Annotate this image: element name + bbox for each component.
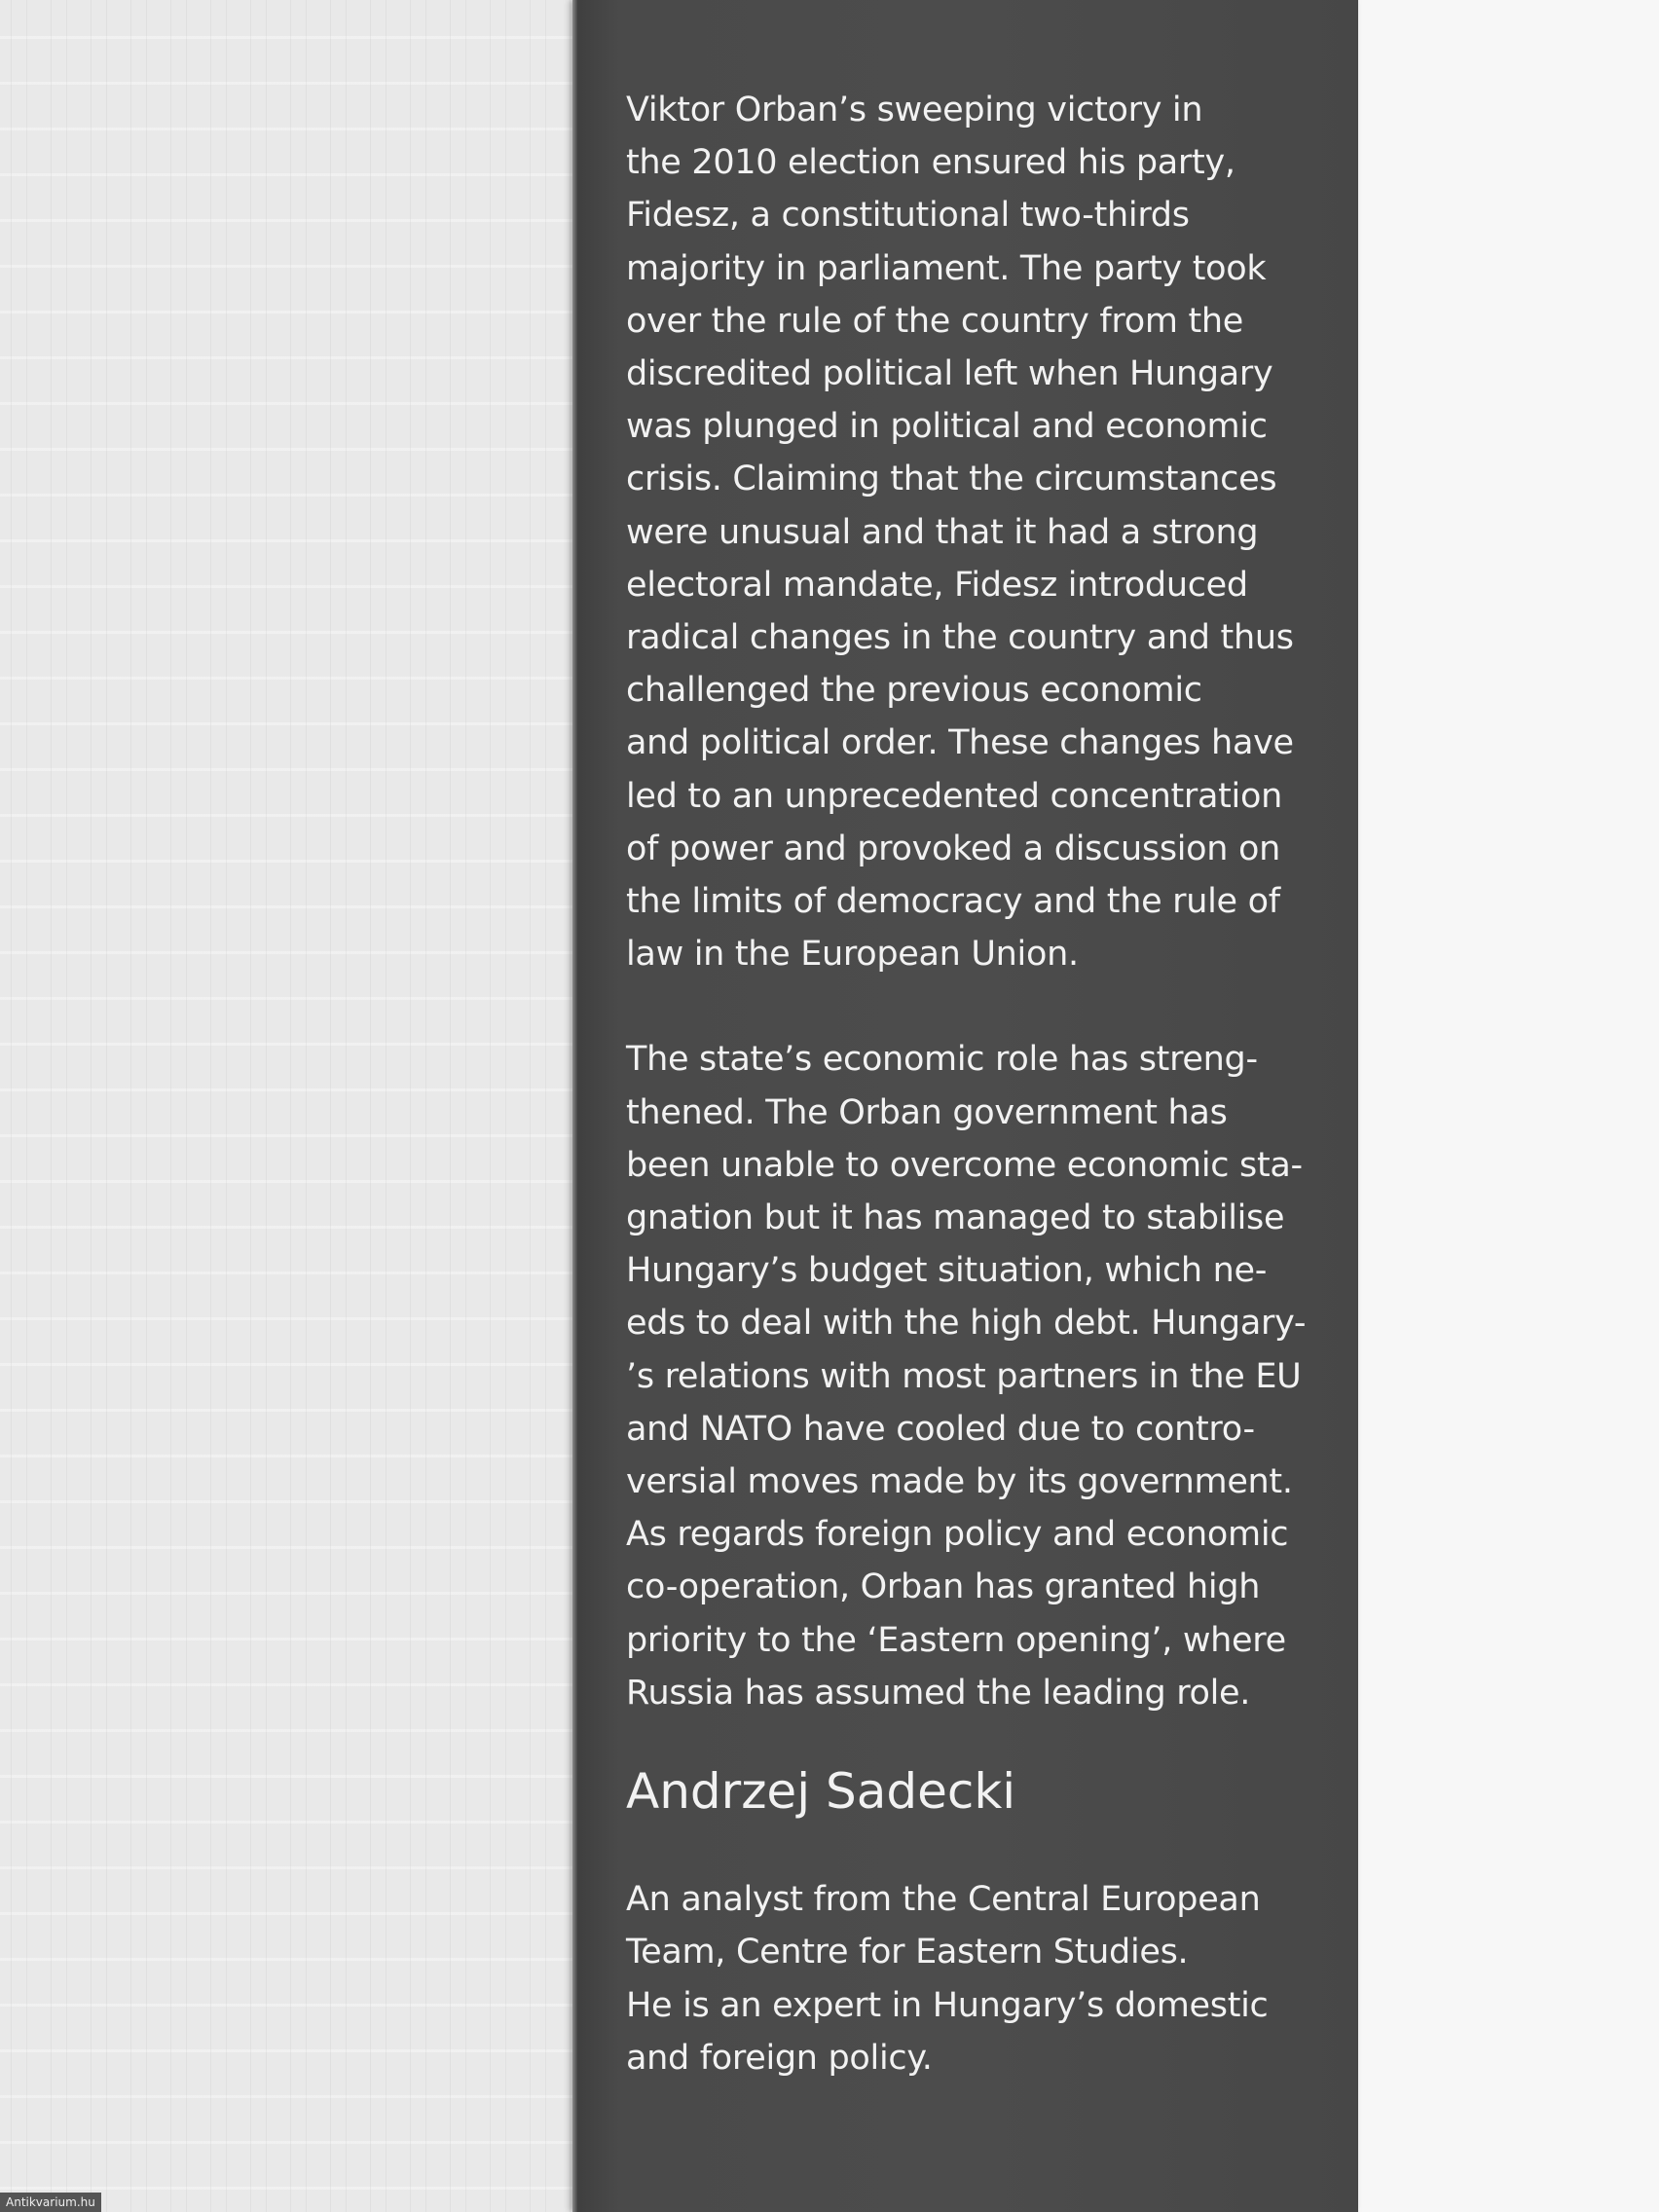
author-name: Andrzej Sadecki — [626, 1763, 1016, 1821]
paper-background — [1358, 0, 1659, 2212]
cover-spine-edge — [572, 0, 578, 2212]
wood-background — [0, 0, 572, 2212]
summary-paragraph-1: Viktor Orban’s sweeping victory in the 2010 election ensured his party, Fidesz, a constitutional two-thirds majority in parliament. The party took over the rule of the country from the discredited political left when Hungary was plunged in political and economic crisis. Claiming that the circumstances were unusual and that it had a strong electoral mandate, Fidesz introduced radical changes in the country and thus challenged the previous economic and political order. These changes have led to an unprecedented concentration of power and provoked a discussion on the limits of democracy and the rule of law in the European Union. — [626, 91, 1294, 975]
book-back-cover — [572, 0, 1358, 2212]
cover-text-block — [626, 84, 1327, 2084]
summary-paragraph-2: The state’s economic role has streng- thened. The Orban government has been unable to overcome economic sta- gnation but it has managed to stabilise Hungary’s budget situation, which ne- eds to deal with the high debt. Hungary- ’s relations with most partners in the EU and NATO have cooled due to contro- versial moves made by its government. As regards foreign policy and economic co-operation, Orban has granted high priority to the ‘Eastern opening’, where Russia has assumed the leading role. — [626, 1040, 1307, 1713]
author-bio: An analyst from the Central European Team, Centre for Eastern Studies. He is an expert in Hungary’s domestic and foreign policy. — [626, 1880, 1269, 2078]
watermark-label: Antikvarium.hu — [0, 2193, 101, 2212]
